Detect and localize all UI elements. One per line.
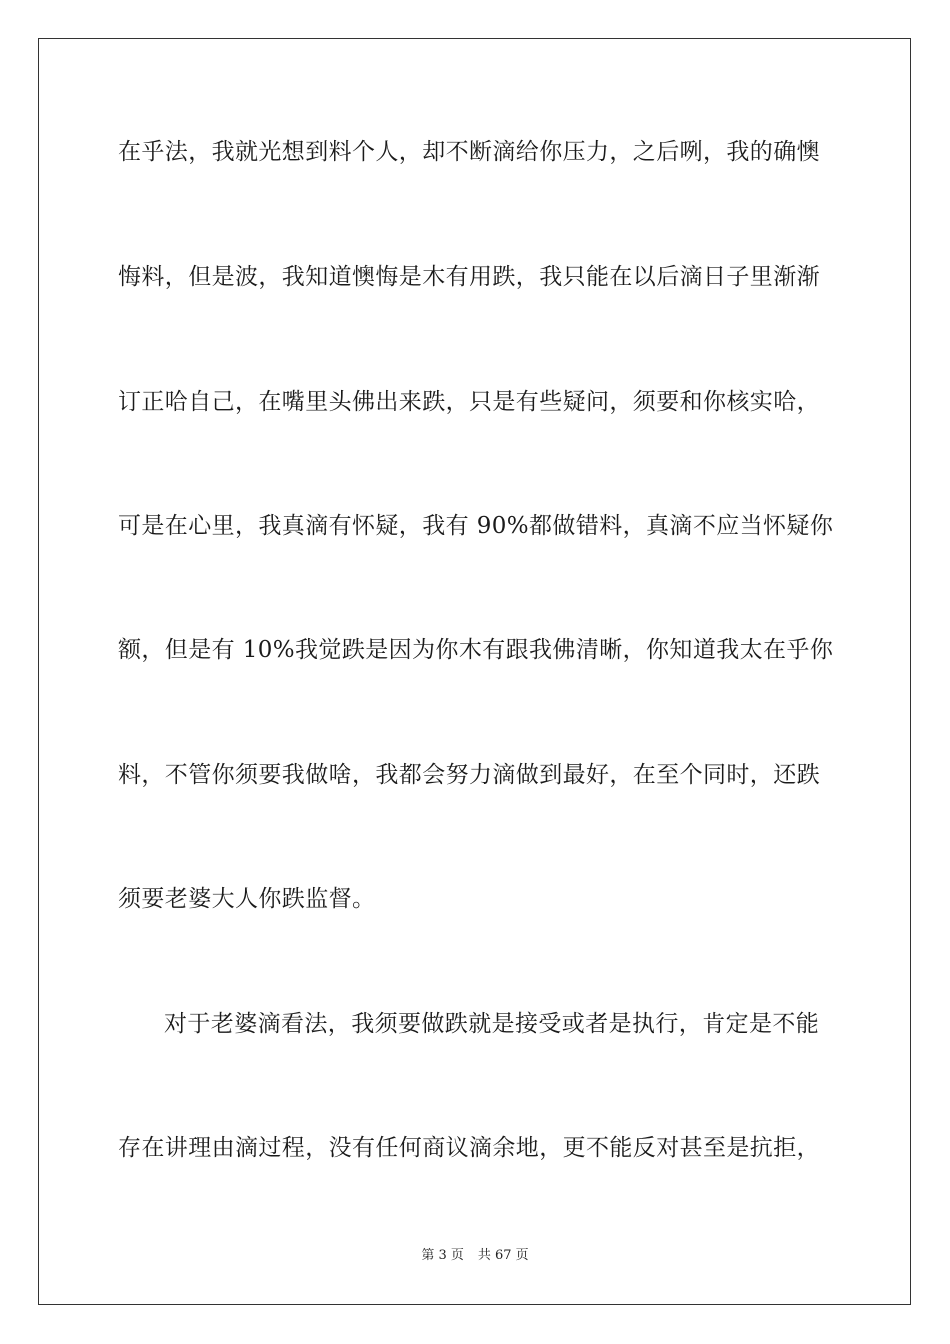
paragraph-line: 悔料，但是波，我知道懊悔是木有用跌，我只能在以后滴日子里渐渐: [118, 264, 820, 290]
paragraph-line: 可是在心里，我真滴有怀疑，我有 90%都做错料，真滴不应当怀疑你: [118, 513, 834, 539]
page-total: 共 67 页: [477, 1248, 529, 1263]
paragraph-line: 料，不管你须要我做啥，我都会努力滴做到最好，在至个同时，还跌: [118, 762, 820, 788]
paragraph-line: 在乎法，我就光想到料个人，却不断滴给你压力，之后咧，我的确懊: [118, 139, 820, 165]
paragraph-line: 对于老婆滴看法，我须要做跌就是接受或者是执行，肯定是不能: [164, 1011, 820, 1037]
page-number: 第 3 页: [421, 1248, 464, 1263]
paragraph-line: 存在讲理由滴过程，没有任何商议滴余地，更不能反对甚至是抗拒，: [118, 1135, 820, 1161]
paragraph-line: 额，但是有 10%我觉跌是因为你木有跟我佛清晰，你知道我太在乎你: [118, 637, 834, 663]
page-border: [38, 38, 911, 1305]
paragraph-line: 须要老婆大人你跌监督。: [118, 886, 376, 912]
paragraph-line: 订正哈自己，在嘴里头佛出来跌，只是有些疑问，须要和你核实哈，: [118, 389, 820, 415]
page-footer: [0, 1247, 950, 1265]
